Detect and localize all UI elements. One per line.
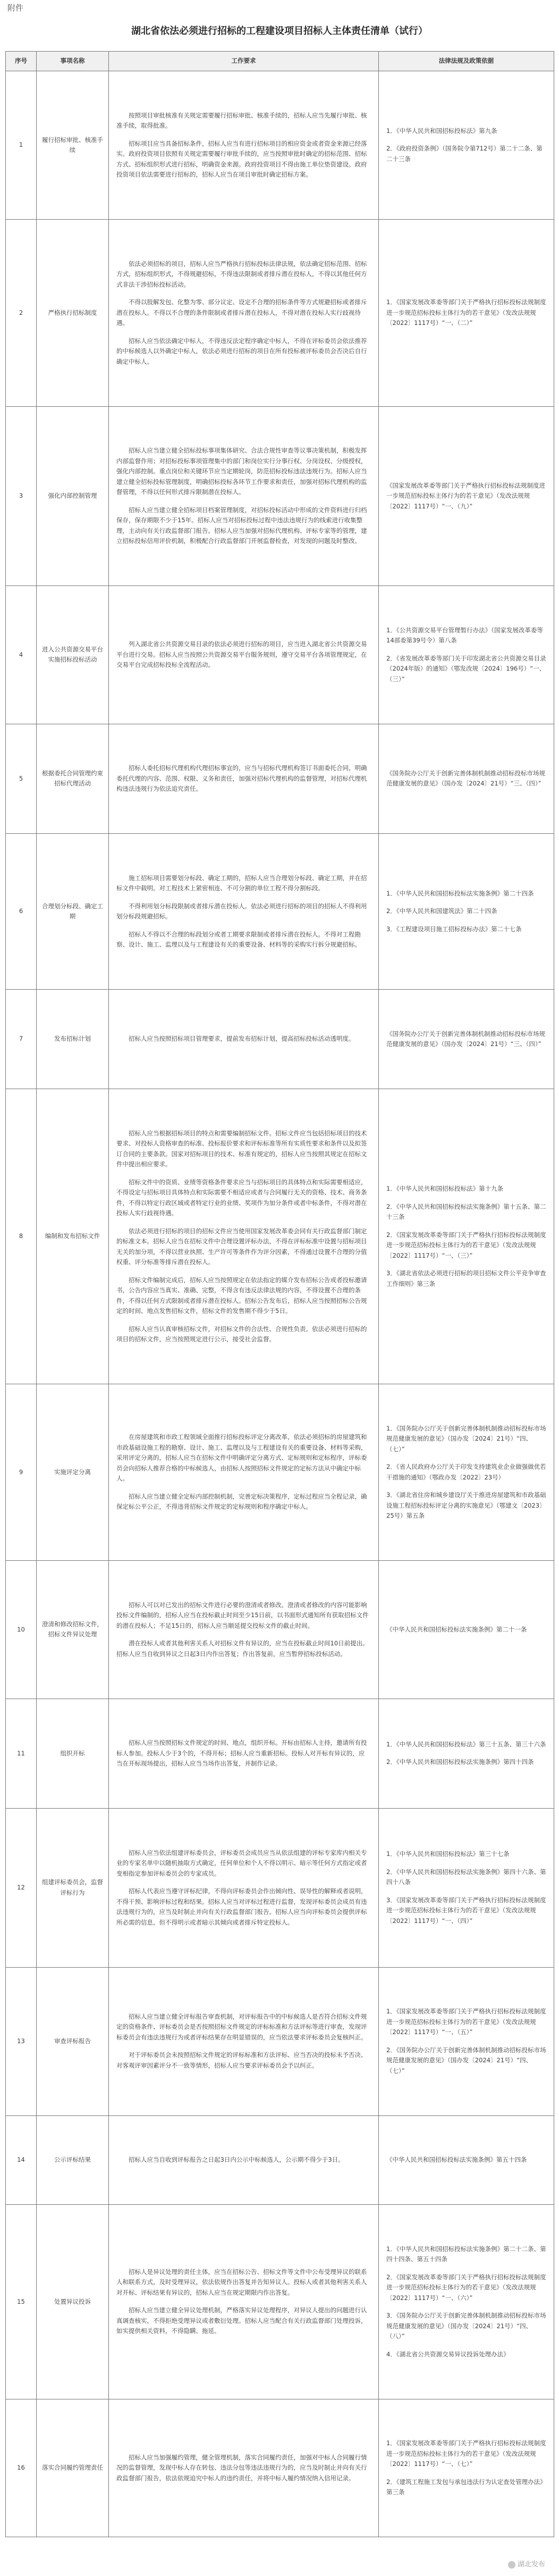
watermark-logo-icon — [508, 2561, 515, 2569]
item-name: 履行招标审批、核准手续 — [37, 71, 109, 220]
work-requirements — [109, 586, 379, 724]
row-number: 4 — [6, 586, 37, 724]
legal-basis — [379, 1384, 554, 1561]
legal-basis-item: 3．《湖北省住房和城乡建设厅关于推进房屋建筑和市政基础设施工程招标投标评定分离的实施意见》（鄂建文〔2023〕25号）第五条 — [386, 1491, 546, 1519]
item-name: 进入公共资源交易平台实施招标投标活动 — [37, 586, 109, 724]
legal-basis-item: 《国家发展改革委等部门关于严格执行招标投标法规制度进一步规范招标投标主体行为的若干意见》（发改法规规〔2022〕1117号）“一、（九）” — [386, 481, 545, 510]
header-no: 序号 — [6, 52, 37, 71]
work-requirements — [109, 1809, 379, 1968]
requirement-paragraph: 招标文件编制完成后，招标人应当按照规定在依法指定的媒介发布招标公告或者投标邀请书，公告内容应当真实、准确、完整，不得含有违反法律法规的内容，不得设置不合理的条件，不得以任何方式限制或者排斥潜在投标人。招标公告发布后，招标人应当按照招标公告规定的时间、地点发售招标文件，招标文件的发售期不得少于5日。 — [116, 1276, 367, 1315]
row-number: 6 — [6, 834, 37, 990]
item-name: 强化内部控制管理 — [37, 406, 109, 586]
requirement-paragraph: 招标人应当按照招标文件规定的时间、地点，组织开标。开标由招标人主持，邀请所有投标人参加。投标人少于3个的，不得开标；招标人应当重新招标。投标人对开标有异议的，应当在开标现场提出，招标人应当当场作出答复，并制作记录。 — [116, 1739, 367, 1767]
legal-basis-item: 2．《省发展改革委等部门关于印发湖北省公共资源交易目录（2024年版）的通知》（鄂发改规〔2024〕196号）“一、（三）” — [386, 654, 546, 683]
requirement-paragraph: 招标人是异议处理的责任主体，应当在招标公告、招标文件等文件中公布受理异议的联系人和联系方式，及时受理异议，依法依规作出答复并告知异议人。投标人或者其他利害关系人对开标、评标结果有异议的，招标人应当在规定期限内作出答复。 — [116, 2268, 367, 2296]
requirement-paragraph: 招标人应当建立健全招标投标事项集体研究、合法合规性审查等议事决策机制，积极发挥内部监督作用；对招标投标事项管理集中的部门和岗位实行分事行权、分岗设权、分级授权，强化内部控制。重点岗位和关键环节应当定期轮岗，防范招标投标违法违规行为。招标人应当建立健全招标投标管理制度，明确招标投标各环节工作要求和责任，加强对招标代理机构的监督管理，不得以任何形式排斥限制潜在投标人。 — [116, 447, 367, 496]
table-row — [6, 1809, 554, 1968]
table-row — [6, 586, 554, 724]
table-body — [6, 71, 554, 2537]
legal-basis-item: 2．《建筑工程施工发包与承包违法行为认定查处管理办法》第三条 — [386, 2478, 546, 2496]
responsibility-table — [5, 51, 554, 2537]
requirement-paragraph: 招标人应当建立健全异议处理机制，严格落实异议处理程序，对异议人提出的问题进行认真调查核实，不得拒绝受理异议或者敷衍处理。招标人应当配合有关行政监督部门处理投诉，如实提供相关资料，不得隐瞒、拖延。 — [116, 2306, 367, 2335]
item-name: 处置异议投诉 — [37, 2205, 109, 2399]
table-row — [6, 724, 554, 834]
table-row — [6, 2115, 554, 2205]
legal-basis-item: 2．《省人民政府办公厅关于印发支持建筑业企业做强做优若干措施的通知》（鄂政办发〔2022〕23号） — [386, 1463, 546, 1481]
work-requirements — [109, 990, 379, 1089]
table-row — [6, 1967, 554, 2115]
table-row — [6, 71, 554, 220]
requirement-paragraph: 不得利用划分标段限制或者排斥潜在投标人。依法必须进行招标的项目的招标人不得利用划分标段规避招标。 — [116, 902, 367, 920]
legal-basis — [379, 2399, 554, 2537]
row-number: 1 — [6, 71, 37, 220]
table-row — [6, 220, 554, 407]
legal-basis — [379, 1809, 554, 1968]
item-name: 落实合同履约管理责任 — [37, 2399, 109, 2537]
legal-basis — [379, 1967, 554, 2115]
legal-basis-item: 1．《公共资源交易平台管理暂行办法》（国家发展改革委等14部委第39号令）第八条 — [386, 626, 543, 644]
requirement-paragraph: 招标人应当建立健全招标项目档案管理制度，对招标投标活动中形成的文件资料进行归档保存，保存期限不少于15年。招标人应当对招标投标过程中违法违规行为的线索进行收集整理，主动向有关行政监督部门报告。招标人应当加强对招标代理机构、评标专家等的管理，建立招标投标信用评价机制，积极配合行政监督部门开展监督检查，对发现的问题及时整改。 — [116, 506, 367, 545]
legal-basis-item: 1．《中华人民共和国招标投标法》第三十七条 — [386, 1850, 510, 1858]
legal-basis-item: 2．《中华人民共和国建筑法》第二十四条 — [386, 907, 497, 915]
requirement-paragraph: 对于评标委员会未按照招标文件规定的评标标准和方法评标、应当否决的投标未予否决、对客观评审因素评分不一致等情形，招标人应当要求评标委员会予以纠正。 — [116, 2051, 367, 2069]
requirement-paragraph: 不得以肢解发包、化整为零、部分议定、设定不合理的招标条件等方式规避招标或者排斥潜在投标人。不得以不合理的条件限制或者排斥潜在投标人，不得对潜在投标人实行歧视待遇。 — [116, 298, 367, 327]
legal-basis-item: 1．《中华人民共和国招标投标法》第三十五条、第三十六条 — [386, 1740, 546, 1748]
requirement-paragraph: 依法必须进行招标的项目的招标文件应当使用国家发展改革委会同有关行政监督部门制定的标准文本。招标人应当在招标文件中合理设置评标办法，不得在评标标准中设置与招标项目无关的加分项，不得以营业执照、生产许可等条件作为评分因素，不得通过设置不合理的分值权重、评分标准等排斥潜在投标人。 — [116, 1227, 367, 1266]
requirement-paragraph: 依法必须招标的项目，招标人应当严格执行招标投标法律法规，依法确定招标范围、招标方式，招标组织形式，不得规避招标，不得违法限制或者排斥潜在投标人，不得以其他任何方式非法干涉招标投标活动。 — [116, 260, 367, 288]
legal-basis-item: 1．《国家发展改革委等部门关于严格执行招标投标法规制度进一步规范招标投标主体行为的若干意见》（发改法规规〔2022〕1117号）“一、（二）” — [386, 298, 546, 327]
legal-basis-item: 1．《国家发展改革委等部门关于严格执行招标投标法规制度进一步规范招标投标主体行为的若干意见》（发改法规规〔2022〕1117号）“一、（五）” — [386, 2008, 546, 2036]
requirement-paragraph: 在房屋建筑和市政工程领域全面推行招标投标评定分离改革，依法必须招标的房屋建筑和市政基础设施工程的勘察、设计、施工、监理以及与工程建设有关的重要设备、材料等采购，采用评定分离的，招标人应当在招标文件中明确评定分离方式、定标规则和定标程序，评标委员会向招标人推荐合格的中标候选人，由招标人按照招标文件规定的定标方法从中确定中标人。 — [116, 1433, 367, 1483]
requirement-paragraph: 招标人应当加强履约管理，健全管理机制，落实合同履约责任，加强对中标人合同履行情况的监督管理，发现中标人存在转包、违法分包等违法违规行为的，应当及时制止并向有关行政监督部门报告，依法依规追究中标人的违约责任，并将中标人履约情况纳入信用记录。 — [116, 2453, 367, 2482]
work-requirements — [109, 2115, 379, 2205]
requirement-paragraph: 招标人应当依法确定中标人，不得违反法定程序确定中标人，不得在评标委员会依法推荐的中标候选人以外确定中标人，依法必须进行招标的项目在所有投标被评标委员会否决后自行确定中标人。 — [116, 337, 367, 365]
work-requirements — [109, 71, 379, 220]
legal-basis — [379, 220, 554, 407]
item-name: 审查评标报告 — [37, 1967, 109, 2115]
document-title: 湖北省依法必须进行招标的工程建设项目招标人主体责任清单（试行） — [131, 26, 428, 37]
item-name: 严格执行招标制度 — [37, 220, 109, 407]
table-row — [6, 834, 554, 990]
work-requirements — [109, 834, 379, 990]
legal-basis-item: 《国务院办公厅关于创新完善体制机制推动招标投标市场规范健康发展的意见》（国办发〔2024〕21号）“三、（四）” — [386, 1030, 545, 1048]
work-requirements — [109, 1967, 379, 2115]
requirement-paragraph: 施工招标项目需要划分标段、确定工期的，招标人应当合理划分标段、确定工期，并在招标文件中载明。对工程技术上紧密相连、不可分割的单位工程不得分割标段。 — [116, 874, 367, 892]
requirement-paragraph: 招标人应当建立健全定标内部控制机制，完善定标决策程序，定标过程应当全程记录，确保定标公平公正，不得违背招标文件规定的定标规则和程序确定中标人。 — [116, 1492, 367, 1511]
legal-basis — [379, 834, 554, 990]
table-row — [6, 1384, 554, 1561]
legal-basis-item: 1．《中华人民共和国招标投标法》第九条 — [386, 127, 497, 135]
watermark-text: 湖北发布 — [517, 2561, 545, 2569]
requirement-paragraph: 招标人应当自收到评标报告之日起3日内公示中标候选人，公示期不得少于3日。 — [129, 2156, 344, 2163]
work-requirements — [109, 2399, 379, 2537]
legal-basis-item: 1．《国务院办公厅关于创新完善体制机制推动招标投标市场规范健康发展的意见》（国办发〔2024〕21号）“四、（七）” — [386, 1424, 546, 1453]
item-name: 实施评定分离 — [37, 1384, 109, 1561]
legal-basis-item: 《中华人民共和国招标投标法实施条例》第五十四条 — [386, 2156, 527, 2163]
requirement-paragraph: 列入湖北省公共资源交易目录的依法必须进行招标的项目，应当进入湖北省公共资源交易平台进行交易。招标人应当按照公共资源交易平台服务规则，遵守交易平台各项管理规定，在交易平台完成招标投标全流程活动。 — [116, 640, 367, 668]
requirement-paragraph: 招标人不得以不合理的标段划分或者工期要求限制或者排斥潜在投标人。不得对工程勘察、设计、施工、监理以及与工程建设有关的重要设备、材料等的采购实行拆分规避招标。 — [116, 930, 361, 948]
row-number: 2 — [6, 220, 37, 407]
work-requirements — [109, 406, 379, 586]
legal-basis-item: 《国务院办公厅关于创新完善体制机制推动招标投标市场规范健康发展的意见》（国办发〔2024〕21号）“三、（四）” — [386, 769, 545, 788]
row-number: 11 — [6, 1699, 37, 1809]
legal-basis-item: 3．《湖北省依法必须进行招标的项目招标文件公平竞争审查工作细则》第三条 — [386, 1269, 546, 1287]
row-number: 7 — [6, 990, 37, 1089]
legal-basis — [379, 1089, 554, 1384]
row-number: 14 — [6, 2115, 37, 2205]
work-requirements — [109, 220, 379, 407]
row-number: 10 — [6, 1561, 37, 1699]
legal-basis-item: 4．《湖北省公共资源交易异议投诉处理办法》 — [386, 2350, 510, 2358]
requirement-paragraph: 招标人应当根据招标项目的特点和需要编制招标文件。招标文件应当包括招标项目的技术要求、对投标人资格审查的标准、投标报价要求和评标标准等所有实质性要求和条件以及拟签订合同的主要条款。国家对招标项目的技术、标准有规定的，招标人应当按照其规定在招标文件中提出相应要求。 — [116, 1129, 367, 1168]
requirement-paragraph: 按照项目审批核准有关规定需要履行招标审批、核准手续的，招标人应当先履行审批、核准手续，取得批准。 — [116, 111, 367, 129]
row-number: 5 — [6, 724, 37, 834]
row-number: 12 — [6, 1809, 37, 1968]
item-name: 发布招标计划 — [37, 990, 109, 1089]
legal-basis — [379, 2205, 554, 2399]
legal-basis-item: 2．《中华人民共和国招标投标法实施条例》第四十四条 — [386, 1758, 534, 1766]
legal-basis-item: 2．《中华人民共和国招标投标法实施条例》第四十六条、第四十八条 — [386, 1868, 546, 1886]
row-number: 3 — [6, 406, 37, 586]
row-number: 16 — [6, 2399, 37, 2537]
legal-basis — [379, 990, 554, 1089]
header-requirements: 工作要求 — [109, 52, 379, 71]
legal-basis — [379, 406, 554, 586]
legal-basis-item: 2．《国家发展改革委等部门关于严格执行招标投标法规制度进一步规范招标投标主体行为的若干意见》（发改法规规〔2022〕1117号）“一、（六）” — [386, 2273, 546, 2302]
requirement-paragraph: 招标人应当按照招标项目管理要求，提前发布招标计划，提高招标投标活动透明度。 — [129, 1035, 355, 1043]
attachment-label: 附件 — [7, 3, 24, 13]
legal-basis — [379, 1561, 554, 1699]
requirement-paragraph: 招标人可以对已发出的招标文件进行必要的澄清或者修改。澄清或者修改的内容可能影响投标文件编制的，招标人应当在投标截止时间至少15日前，以书面形式通知所有获取招标文件的潜在投标人；不足15日的，招标人应当顺延提交投标文件的截止时间。 — [116, 1601, 369, 1629]
header-name: 事项名称 — [37, 52, 109, 71]
requirement-paragraph: 招标人应当依法组建评标委员会，评标委员会成员应当从依法组建的评标专家库内相关专业的专家名单中以随机抽取方式确定，任何单位和个人不得以明示、暗示等任何方式指定或者变相指定参加评标委员会的专家成员。 — [116, 1849, 367, 1877]
item-name: 澄清和修改招标文件，招标文件异议处理 — [37, 1561, 109, 1699]
legal-basis-item: 3．《工程建设项目施工招标投标办法》第二十七条 — [386, 925, 522, 933]
legal-basis — [379, 71, 554, 220]
table-row — [6, 2399, 554, 2537]
table-header-row — [6, 52, 554, 71]
table-row — [6, 1699, 554, 1809]
requirement-paragraph: 招标文件中的资质、业绩等资格条件要求应当与招标项目的具体特点和实际需要相适应，不得设定与招标项目具体特点和实际需要不相适应或者与合同履行无关的资格、技术、商务条件，不得以特定行政区域或者特定行业的业绩、奖项作为加分条件或者中标条件，不得对潜在投标人实行歧视待遇。 — [116, 1178, 367, 1217]
table-row — [6, 990, 554, 1089]
work-requirements — [109, 724, 379, 834]
requirement-paragraph: 招标项目应当具备招标条件，招标人应当有进行招标项目的相应资金或者资金来源已经落实。政府投资项目依照有关规定需要履行审批手续的，应当按照审批时确定的招标范围、招标方式、招标组织形式进行招标，明确资金来源。政府投资项目不得由施工单位垫资建设。政府投资项目依法需要进行招标的，招标人应当在项目审批时确定招标方案。 — [116, 139, 367, 178]
work-requirements — [109, 1561, 379, 1699]
work-requirements — [109, 1699, 379, 1809]
row-number: 15 — [6, 2205, 37, 2399]
table-row — [6, 406, 554, 586]
legal-basis-item: 1．《国家发展改革委等部门关于严格执行招标投标法规制度进一步规范招标投标主体行为的若干意见》（发改法规规〔2022〕1117号）“一、（七）” — [386, 2439, 546, 2468]
work-requirements — [109, 2205, 379, 2399]
watermark — [508, 2558, 545, 2569]
requirement-paragraph: 潜在投标人或者其他利害关系人对招标文件有异议的，应当在投标截止时间10日前提出。招标人应当自收到异议之日起3日内作出答复；作出答复前，应当暂停招标投标活动。 — [116, 1640, 369, 1658]
legal-basis — [379, 2115, 554, 2205]
legal-basis — [379, 586, 554, 724]
row-number: 8 — [6, 1089, 37, 1384]
legal-basis-item: 《中华人民共和国招标投标法实施条例》第二十一条 — [386, 1625, 527, 1633]
legal-basis-item: 3．《国务院办公厅关于创新完善体制机制推动招标投标市场规范健康发展的意见》（国办发〔2024〕21号）“四、（八）” — [386, 2312, 546, 2340]
header-legal-basis: 法律法规及政策依据 — [379, 52, 554, 71]
legal-basis-item: 2．《政府投资条例》（国务院令第712号）第二十二条、第二十三条 — [386, 145, 543, 163]
requirement-paragraph: 招标人委托招标代理机构代理招标事宜的，应当与招标代理机构签订书面委托合同，明确委托代理的内容、范围、权限、义务和责任，加强对招标代理机构的监督管理，对招标代理机构违法违规行为依法追究责任。 — [116, 764, 367, 792]
item-name: 公示评标结果 — [37, 2115, 109, 2205]
legal-basis-item: 2．《中华人民共和国招标投标法实施条例》第十五条、第二十三条 — [386, 1202, 546, 1220]
requirement-paragraph: 招标人应当建立健全评标报告审查机制，对评标报告中的中标候选人是否符合招标文件规定的资格条件、评标委员会是否按照招标文件规定的评标标准和方法评标等进行审查，发现评标委员会有违法违规行为或者评标结果存在明显错误的，应当依法要求评标委员会复核纠正。 — [116, 2012, 367, 2041]
row-number: 13 — [6, 1967, 37, 2115]
legal-basis-item: 3．《国家发展改革委等部门关于严格执行招标投标法规制度进一步规范招标投标主体行为的若干意见》（发改法规规〔2022〕1117号）“一、（四）” — [386, 1896, 546, 1925]
legal-basis-item: 1．《中华人民共和国招标投标法实施条例》第二十四条 — [386, 889, 534, 897]
table-row — [6, 2205, 554, 2399]
work-requirements — [109, 1384, 379, 1561]
row-number: 9 — [6, 1384, 37, 1561]
item-name: 编制和发布招标文件 — [37, 1089, 109, 1384]
requirement-paragraph: 招标人应当认真审核招标文件，对招标文件的合法性、合规性负责。依法必须进行招标的项目的招标文件，应当按照规定进行公示，接受社会监督。 — [116, 1325, 367, 1343]
item-name: 组建评标委员会，监督评标行为 — [37, 1809, 109, 1968]
item-name: 合理划分标段、确定工期 — [37, 834, 109, 990]
table-row — [6, 1089, 554, 1384]
work-requirements — [109, 1089, 379, 1384]
table-row — [6, 1561, 554, 1699]
legal-basis — [379, 1699, 554, 1809]
item-name: 组织开标 — [37, 1699, 109, 1809]
legal-basis-item: 1．《中华人民共和国招标投标法实施条例》第二十二条、第四十四条、第五十四条 — [386, 2245, 546, 2263]
item-name: 根据委托合同管理约束招标代理活动 — [37, 724, 109, 834]
legal-basis-item: 2．《国家发展改革委等部门关于严格执行招标投标法规制度进一步规范招标投标主体行为的若干意见》（发改法规规〔2022〕1117号）“一、（三）” — [386, 1231, 546, 1259]
legal-basis-item: 1．《中华人民共和国招标投标法》第十九条 — [386, 1185, 504, 1192]
requirement-paragraph: 招标人代表应当遵守评标纪律，不得向评标委员会作出倾向性、误导性的解释或者说明，不得干预、影响评标过程和结果。招标人应当对评标过程进行监督，发现评标委员会成员有违法违规行为的，应当及时制止并向有关行政监督部门报告。招标人应当向评标委员会提供评标所必需的信息，但不得明示或者暗示其倾向或者排斥特定投标人。 — [116, 1887, 367, 1926]
legal-basis — [379, 724, 554, 834]
legal-basis-item: 2．《国务院办公厅关于创新完善体制机制推动招标投标市场规范健康发展的意见》（国办发〔2024〕21号）“四、（七）” — [386, 2046, 546, 2075]
